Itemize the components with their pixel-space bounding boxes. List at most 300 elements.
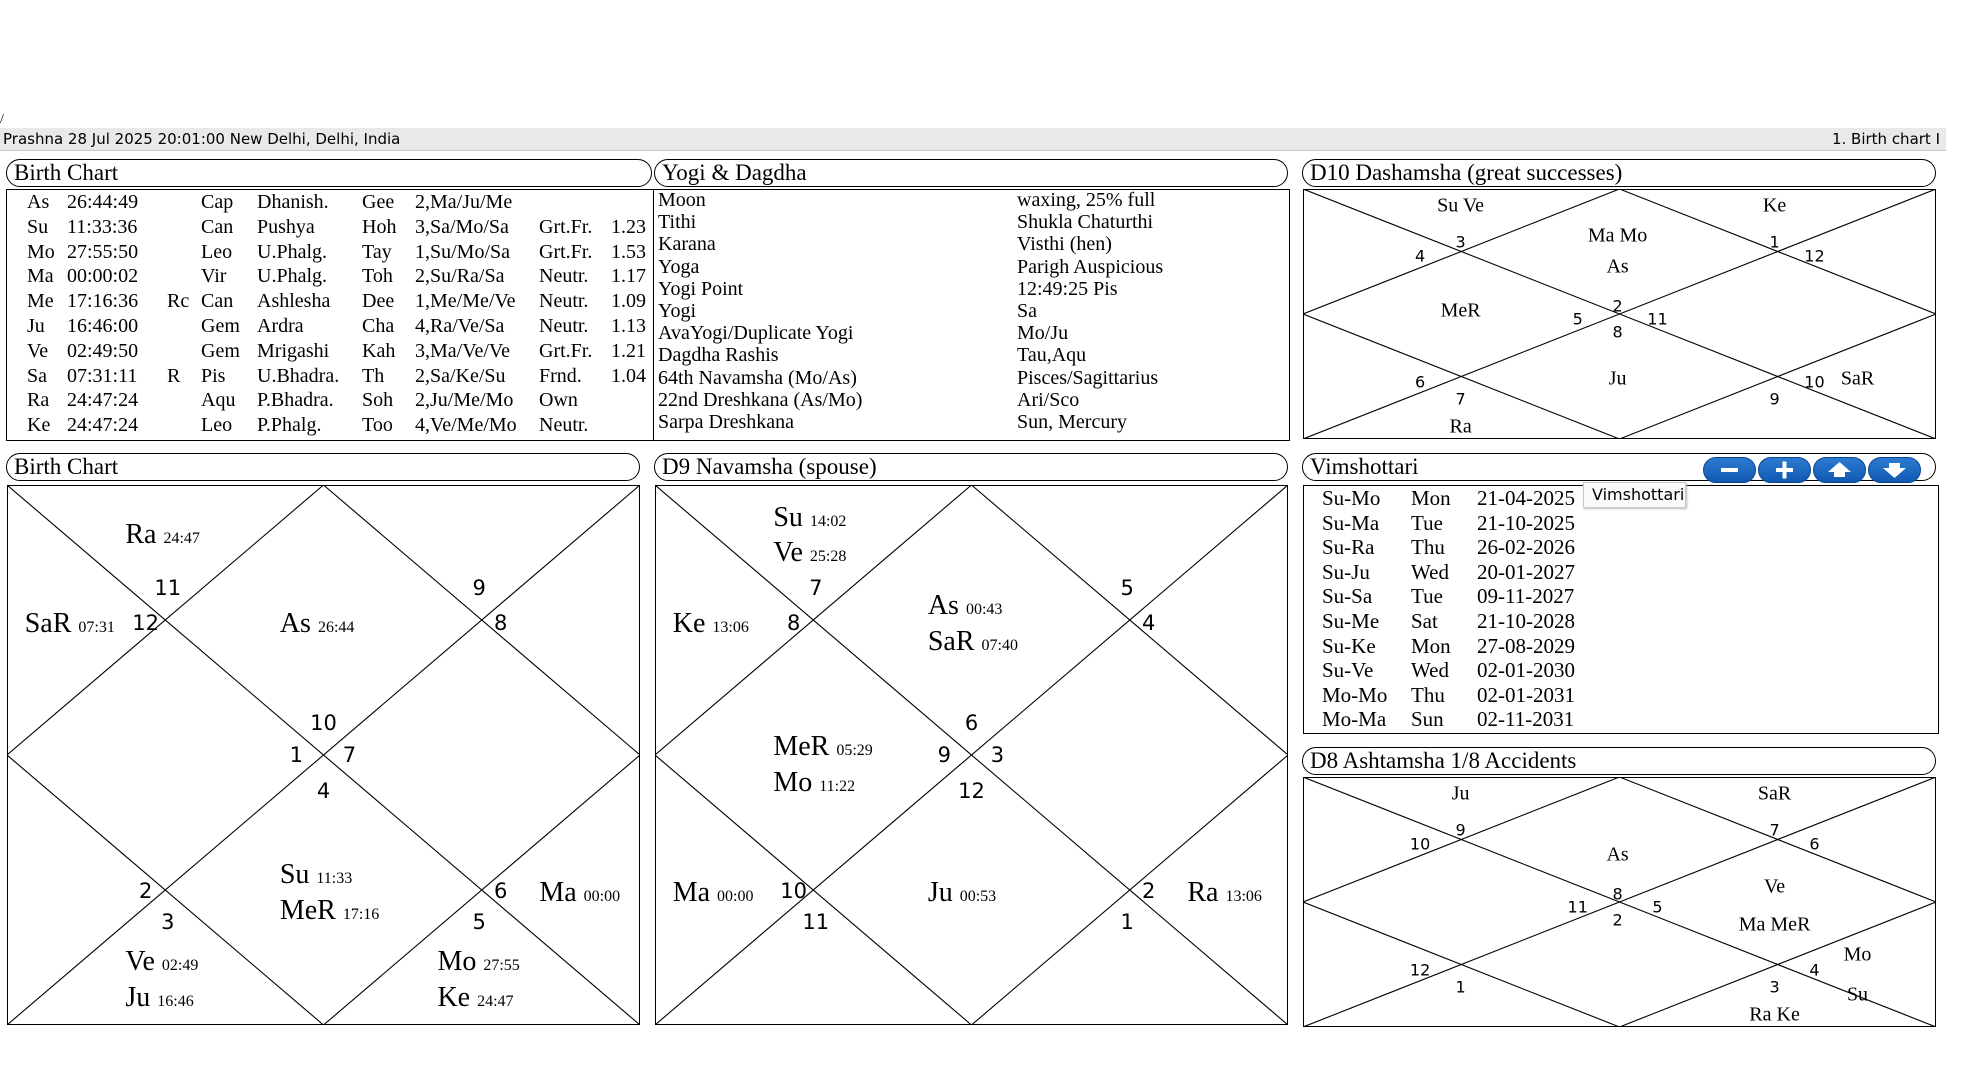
sign-number: 2 [1612,296,1623,316]
planet-label: Ju [1608,367,1627,390]
planet-degree: 14:02 [809,512,847,530]
yogi-value: Ari/Sco [1017,388,1080,411]
planet-label: As [1606,843,1629,866]
sign-number: 8 [494,611,508,636]
cell-pada: 4,Ve/Me/Mo [415,414,517,437]
planet-degree: 07:40 [981,636,1018,654]
cell-nakshatra: P.Phalg. [257,414,322,437]
planet-label: SaR [1840,367,1875,390]
cell-retro: Rc [167,290,190,313]
cell-nak-lord: Gee [362,191,395,213]
planet-label [539,877,620,913]
planet-name: Su [279,859,310,891]
list-item[interactable] [1304,707,1934,731]
cell-relation: Neutr. [539,265,589,288]
planet-label: Ra Ke [1749,1003,1800,1026]
list-item [654,412,1284,434]
sign-number: 7 [1769,820,1780,840]
d9-chart [655,485,1288,1025]
sign-number: 10 [310,711,337,736]
d10-title: D10 Dashamsha (great successes) [1302,159,1936,187]
list-item [654,212,1284,234]
yogi-label: AvaYogi/Duplicate Yogi [658,322,854,345]
cell-nak-lord: Soh [362,389,394,412]
cell-longitude: 02:49:50 [67,339,139,362]
sign-number: 4 [1809,960,1820,980]
cell-longitude: 11:33:36 [67,215,138,238]
planet-label: Ra [1449,415,1472,438]
planet-label [928,626,1018,662]
planet-label [125,519,200,555]
planet-degree: 24:47 [477,992,514,1010]
cell-pada: 1,Me/Me/Ve [415,290,516,313]
minus-icon [1704,458,1755,482]
list-item[interactable] [1304,609,1934,633]
planet-name: Ve [773,537,803,569]
list-item[interactable] [1304,560,1934,584]
dasha-period: Su-Ve [1322,658,1374,683]
list-item [654,301,1284,323]
cell-sign: Aqu [201,389,236,412]
cell-relation: Frnd. [539,364,582,387]
list-item[interactable] [1304,634,1934,658]
cell-nakshatra: U.Bhadra. [257,364,340,387]
table-row [7,290,647,312]
yogi-title: Yogi & Dagdha [654,159,1288,187]
cell-relation: Neutr. [539,315,589,337]
cell-planet: Ra [27,389,50,412]
list-item[interactable] [1304,535,1934,559]
planet-label: Mo [1843,943,1872,966]
dasha-day: Mon [1411,486,1451,510]
yogi-value: 12:49:25 Pis [1017,277,1118,300]
dasha-period: Su-Sa [1322,584,1373,609]
dasha-date: 02-11-2031 [1477,707,1575,732]
cell-planet: As [27,191,50,213]
sign-number: 4 [316,778,331,803]
yogi-value: Tau,Aqu [1017,344,1087,367]
table-row [7,315,647,337]
list-item[interactable] [1304,584,1934,608]
plus-icon [1759,458,1810,482]
cell-planet: Ju [27,315,45,337]
corner-mark: / [0,112,4,127]
dasha-period: Su-Ra [1322,535,1375,560]
sign-number: 7 [342,743,357,767]
planet-degree: 16:46 [157,992,194,1010]
planet-degree: 00:43 [965,601,1003,619]
sign-number: 5 [472,910,486,935]
dasha-day: Sat [1411,609,1438,633]
dasha-period: Mo-Mo [1322,682,1388,707]
planet-name: MeR [773,731,830,763]
cell-strength: 1.17 [611,265,646,288]
sign-number: 12 [1409,960,1431,980]
planet-label: SaR [1757,782,1792,805]
planet-label [773,502,846,538]
cell-sign: Can [201,290,234,313]
planet-label [280,859,352,895]
cell-sign: Pis [201,364,226,387]
sign-number: 1 [1455,977,1466,997]
cell-strength: 1.53 [611,240,646,263]
cell-sign: Can [201,215,234,238]
sign-number: 4 [1142,611,1156,636]
sign-number: 11 [802,910,830,935]
chart-grid [7,485,640,1025]
planet-label [437,982,513,1018]
sign-number: 6 [494,878,508,903]
cell-strength: 1.13 [611,315,646,337]
d8-title: D8 Ashtamsha 1/8 Accidents [1302,747,1936,775]
planet-degree: 00:00 [583,887,621,905]
yogi-value: Mo/Ju [1017,322,1069,345]
dasha-date: 20-01-2027 [1477,559,1575,584]
up-button[interactable] [1813,457,1866,483]
dasha-day: Wed [1411,559,1449,584]
cell-pada: 1,Su/Mo/Sa [415,240,511,263]
planet-name: As [927,590,959,622]
sign-number: 9 [1769,389,1780,409]
cell-nak-lord: Toh [362,265,393,288]
planet-name: As [279,607,311,639]
list-item [654,390,1284,412]
planet-label: Ke [1762,194,1787,217]
dasha-period: Su-Ju [1322,559,1370,584]
planet-degree: 02:49 [161,956,199,974]
cell-strength: 1.21 [611,339,646,362]
planet-label: As [1606,255,1629,278]
dasha-date: 09-11-2027 [1477,584,1575,609]
planet-name: SaR [24,607,72,639]
cell-strength: 1.23 [611,215,646,238]
planet-degree: 27:55 [483,956,520,974]
planet-label [773,767,855,803]
planet-degree: 13:06 [712,618,749,636]
vimshottari-list [1303,485,1939,734]
yogi-label: Yoga [658,255,700,278]
cell-nakshatra: Mrigashi [257,339,330,362]
sign-number: 3 [1455,232,1466,252]
cell-sign: Gem [201,339,240,362]
planet-label [928,590,1003,626]
cell-pada: 3,Sa/Mo/Sa [415,215,509,238]
cell-nak-lord: Too [362,414,393,437]
cell-sign: Leo [201,414,233,437]
cell-retro: R [167,364,181,387]
list-item [654,345,1284,367]
cell-pada: 2,Sa/Ke/Su [415,364,506,387]
planet-label [280,895,379,931]
dasha-date: 27-08-2029 [1477,633,1575,658]
yogi-label: Yogi [658,300,696,322]
planet-label [25,608,115,644]
cell-sign: Gem [201,315,240,337]
chart-info-label: Prashna 28 Jul 2025 20:01:00 New Delhi, Delhi, India [3,130,401,148]
planet-label: MeR [1440,299,1481,322]
cell-relation: Grt.Fr. [539,240,593,263]
yogi-label: 22nd Dreshkana (As/Mo) [658,388,863,411]
yogi-label: 64th Navamsha (Mo/As) [658,366,857,389]
birth-chart [7,485,640,1025]
planet-name: Su [773,501,803,533]
planet-name: Ra [125,519,157,551]
planet-label [125,982,193,1018]
cell-sign: Leo [201,240,233,263]
cell-nakshatra: Pushya [257,215,315,238]
sign-number: 10 [780,878,807,903]
list-item [654,234,1284,256]
sign-number: 1 [289,743,303,767]
dasha-period: Su-Ke [1322,633,1376,658]
sign-number: 3 [161,910,175,935]
planet-name: Mo [437,945,477,977]
yogi-value: Sa [1017,300,1037,322]
dasha-day: Thu [1411,535,1445,560]
cell-pada: 2,Ju/Me/Mo [415,389,514,412]
sign-number: 9 [472,575,486,600]
planet-label [673,877,754,913]
list-item [654,368,1284,390]
cell-relation: Neutr. [539,414,589,437]
sign-number: 8 [786,611,801,636]
cell-pada: 4,Ra/Ve/Sa [415,315,505,337]
sign-number: 1 [1769,232,1780,252]
planet-label [773,731,872,767]
dasha-date: 21-10-2028 [1477,609,1575,633]
d9-title: D9 Navamsha (spouse) [654,453,1288,481]
cell-sign: Cap [201,191,234,213]
cell-sign: Vir [201,265,227,288]
planet-name: Ke [437,981,471,1013]
planet-degree: 17:16 [342,905,380,923]
table-row [7,389,647,411]
cell-longitude: 17:16:36 [67,290,139,313]
sign-number: 4 [1415,246,1426,266]
sign-number: 7 [809,575,823,600]
planet-label [125,946,198,982]
sign-number: 10 [1804,372,1825,392]
planet-name: Ju [927,876,953,908]
planet-label [673,608,749,644]
list-item [654,279,1284,301]
cell-longitude: 27:55:50 [67,240,139,263]
sign-number: 8 [1612,884,1623,904]
cell-pada: 3,Ma/Ve/Ve [415,339,510,362]
planet-label: Ma MeR [1738,913,1811,936]
yogi-value: Visthi (hen) [1017,233,1112,256]
sign-number: 9 [937,743,951,767]
dasha-date: 21-10-2025 [1477,510,1575,535]
sign-number: 5 [1572,309,1583,329]
planet-label: Ve [1764,875,1786,898]
cell-relation: Grt.Fr. [539,339,593,362]
dasha-day: Sun [1411,707,1444,732]
yogi-label: Yogi Point [658,277,744,300]
yogi-label: Tithi [658,211,697,234]
list-item[interactable] [1304,511,1934,535]
planet-label [1187,877,1262,913]
yogi-table [653,189,1290,441]
arrow-down-icon [1869,458,1920,482]
cell-nak-lord: Kah [362,339,396,362]
planet-label [437,946,519,982]
planet-label: Ju [1451,782,1470,805]
planet-label: Su [1846,983,1869,1006]
minus-button[interactable] [1703,457,1756,483]
planet-degree: 00:00 [717,887,754,905]
cell-nak-lord: Th [362,364,385,387]
cell-nakshatra: P.Bhadra. [257,389,334,412]
planet-label [928,877,996,913]
sign-number: 11 [1647,309,1668,329]
cell-nakshatra: Dhanish. [257,191,329,213]
planet-label: Su Ve [1437,194,1485,217]
cell-longitude: 16:46:00 [67,315,139,337]
title-bar [0,128,1946,151]
sign-number: 5 [1652,897,1663,917]
arrow-up-icon [1814,458,1865,482]
sign-number: 12 [132,611,159,636]
cell-nakshatra: U.Phalg. [257,265,327,288]
planet-label [280,608,355,644]
sign-number: 8 [1612,322,1623,342]
sign-number: 6 [1415,372,1426,392]
yogi-label: Dagdha Rashis [658,344,779,367]
list-item[interactable] [1304,658,1934,682]
table-row [7,216,647,238]
table-row [7,241,647,263]
planet-name: Ve [125,945,155,977]
cell-planet: Ke [27,414,51,437]
yogi-label: Karana [658,233,716,256]
cell-planet: Me [27,290,54,313]
chart-tab-label[interactable]: 1. Birth chart I [1831,130,1940,148]
cell-longitude: 00:00:02 [67,265,139,288]
cell-relation: Grt.Fr. [539,215,593,238]
yogi-label: Moon [658,189,706,211]
planet-label [773,537,846,573]
cell-nak-lord: Cha [362,315,395,337]
dasha-day: Wed [1411,658,1449,683]
sign-number: 2 [138,878,153,903]
planet-degree: 07:31 [78,618,115,636]
cell-pada: 2,Su/Ra/Sa [415,265,505,288]
cell-longitude: 24:47:24 [67,414,139,437]
sign-number: 11 [1567,897,1588,917]
sign-number: 3 [1769,977,1780,997]
cell-nak-lord: Tay [362,240,392,263]
dasha-day: Thu [1411,682,1445,707]
planet-name: Ra [1187,876,1219,908]
table-row [7,414,647,436]
sign-number: 2 [1612,910,1623,930]
dasha-period: Su-Mo [1322,486,1381,510]
cell-planet: Su [27,215,49,238]
cell-planet: Sa [27,364,47,387]
dasha-period: Su-Ma [1322,510,1380,535]
sign-number: 1 [1120,910,1134,935]
cell-nak-lord: Dee [362,290,395,313]
cell-longitude: 24:47:24 [67,389,139,412]
dasha-period: Mo-Ma [1322,707,1387,732]
yogi-label: Sarpa Dreshkana [658,411,795,433]
dasha-date: 26-02-2026 [1477,535,1575,560]
down-button[interactable] [1868,457,1921,483]
table-row [7,365,647,387]
dasha-day: Tue [1411,510,1443,535]
d10-chart [1303,189,1936,439]
birth-chart-title: Birth Chart [6,453,640,481]
planet-name: Ma [539,876,577,908]
sign-number: 9 [1455,820,1466,840]
yogi-value: Parigh Auspicious [1017,255,1164,278]
planet-name: Ke [672,607,706,639]
list-item[interactable] [1304,683,1934,707]
sign-number: 10 [1409,834,1431,854]
dasha-day: Tue [1411,584,1443,609]
yogi-value: waxing, 25% full [1017,189,1156,211]
cell-pada: 2,Ma/Ju/Me [415,191,513,213]
dasha-day: Mon [1411,633,1451,658]
list-item [654,190,1284,212]
planet-label: Ma Mo [1587,224,1648,247]
sign-number: 3 [990,743,1005,767]
cell-longitude: 26:44:49 [67,191,139,213]
cell-planet: Mo [27,240,55,263]
planet-name: Ju [125,981,151,1013]
cell-relation: Own [539,389,578,412]
cell-strength: 1.09 [611,290,646,313]
cell-planet: Ma [27,265,54,288]
cell-planet: Ve [27,339,49,362]
planet-name: Ma [672,876,711,908]
list-item [654,323,1284,345]
birth-table-title: Birth Chart [6,159,652,187]
cell-strength: 1.04 [611,364,646,387]
plus-button[interactable] [1758,457,1811,483]
yogi-value: Pisces/Sagittarius [1017,366,1159,389]
list-item [654,257,1284,279]
sign-number: 5 [1120,575,1134,600]
vimshottari-tooltip: Vimshottari [1583,482,1686,508]
vimshottari-title: Vimshottari [1302,453,1936,481]
cell-nakshatra: U.Phalg. [257,240,327,263]
sign-number: 12 [958,778,985,803]
table-row [7,265,647,287]
dasha-date: 02-01-2030 [1477,658,1575,683]
sign-number: 2 [1142,878,1156,903]
planet-degree: 05:29 [836,742,873,760]
planet-degree: 00:53 [959,887,997,905]
planet-degree: 25:28 [809,548,847,566]
sign-number: 6 [964,711,979,736]
planet-degree: 11:22 [819,777,856,795]
planet-name: Mo [773,766,813,798]
sign-number: 11 [154,575,182,600]
yogi-value: Shukla Chaturthi [1017,211,1154,234]
dasha-period: Su-Me [1322,609,1380,633]
cell-nakshatra: Ashlesha [257,290,331,313]
table-row [7,340,647,362]
sign-number: 12 [1804,246,1825,266]
planet-degree: 26:44 [317,618,355,636]
dasha-date: 21-04-2025 [1477,486,1575,510]
dasha-date: 02-01-2031 [1477,682,1575,707]
table-row [7,191,647,213]
planet-degree: 11:33 [316,870,353,888]
yogi-value: Sun, Mercury [1017,411,1127,433]
